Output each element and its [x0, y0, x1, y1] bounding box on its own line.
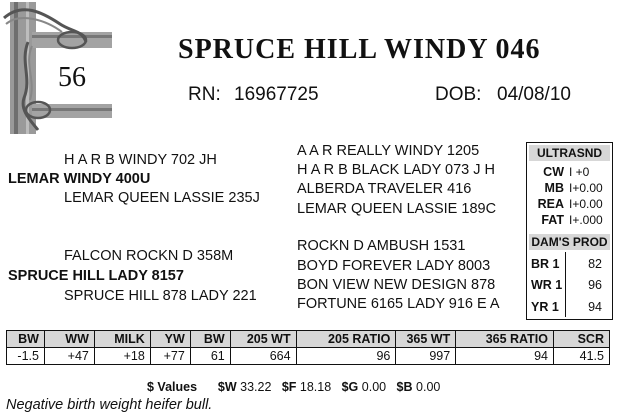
- ultrasound-label: CW: [543, 165, 564, 179]
- epd-value-365-wt: 997: [396, 348, 456, 365]
- rn-label: RN:: [188, 84, 221, 105]
- epd-table: [6, 330, 610, 365]
- ultrasound-label: REA: [537, 197, 564, 211]
- sire: LEMAR WINDY 400U: [8, 171, 151, 187]
- ultrasound-label: FAT: [541, 213, 564, 227]
- epd-header-actual-bw: BW: [190, 331, 230, 348]
- epd-value-bw: -1.5: [7, 348, 45, 365]
- lot-number: 56: [58, 62, 86, 93]
- epd-value-205-wt: 664: [230, 348, 296, 365]
- dollar-values-line: [147, 380, 440, 394]
- dams-prod-label: BR 1: [531, 257, 560, 271]
- epd-header-row: [7, 331, 610, 348]
- dams-prod-label: YR 1: [531, 300, 559, 314]
- ultrasound-row: [527, 165, 612, 181]
- dam-sire: FALCON ROCKN D 358M: [64, 248, 234, 264]
- sire-sire: H A R B WINDY 702 JH: [64, 152, 217, 168]
- dam-dam-dam: FORTUNE 6165 LADY 916 E A: [297, 296, 500, 312]
- dam-dam: SPRUCE HILL 878 LADY 221: [64, 288, 257, 304]
- ultrasound-value: I+0.00: [569, 181, 603, 195]
- epd-header-ww: WW: [44, 331, 94, 348]
- sire-sire-dam: H A R B BLACK LADY 073 J H: [297, 162, 495, 178]
- b-value: 0.00: [416, 380, 441, 394]
- sire-dam: LEMAR QUEEN LASSIE 235J: [64, 190, 260, 206]
- fence-post-rope-icon: [2, 2, 112, 134]
- f-value: 18.18: [299, 380, 332, 394]
- epd-value-205-ratio: 96: [296, 348, 396, 365]
- dams-prod-value: 94: [588, 300, 602, 314]
- dams-prod-value: 96: [588, 278, 602, 292]
- dam-sire-dam: BOYD FOREVER LADY 8003: [297, 258, 491, 274]
- epd-header-milk: MILK: [94, 331, 150, 348]
- w-label: $W: [217, 380, 237, 394]
- animal-name-title: SPRUCE HILL WINDY 046: [178, 34, 541, 65]
- epd-value-scr: 41.5: [554, 348, 610, 365]
- ultrasound-dams-prod-box: [526, 142, 613, 320]
- b-label: $B: [396, 380, 413, 394]
- dam-dam-sire: BON VIEW NEW DESIGN 878: [297, 277, 496, 293]
- ultrasound-value: I +0: [569, 165, 590, 179]
- epd-value-milk: +18: [94, 348, 150, 365]
- sire-dam-dam: LEMAR QUEEN LASSIE 189C: [297, 201, 497, 217]
- sire-sire-sire: A A R REALLY WINDY 1205: [297, 143, 480, 159]
- ultrasound-row: [527, 197, 612, 213]
- epd-value-actual-bw: 61: [190, 348, 230, 365]
- epd-header-bw: BW: [7, 331, 45, 348]
- dams-prod-header: DAM'S PROD: [529, 234, 610, 250]
- ultrasound-label: MB: [544, 181, 564, 195]
- dob-label: DOB:: [435, 84, 482, 105]
- epd-header-205-wt: 205 WT: [230, 331, 296, 348]
- ultrasound-row: [527, 181, 612, 197]
- dollar-values-label: $ Values: [147, 380, 198, 394]
- ultrasound-value: I+.000: [569, 213, 603, 227]
- date-of-birth: 04/08/10: [497, 84, 571, 105]
- ultrasound-header: ULTRASND: [529, 145, 610, 161]
- epd-header-205-ratio: 205 RATIO: [296, 331, 396, 348]
- epd-header-scr: SCR: [554, 331, 610, 348]
- f-label: $F: [281, 380, 297, 394]
- epd-value-row: [7, 348, 610, 365]
- sire-dam-sire: ALBERDA TRAVELER 416: [297, 181, 472, 197]
- ultrasound-value: I+0.00: [569, 197, 603, 211]
- epd-header-365-ratio: 365 RATIO: [456, 331, 554, 348]
- epd-value-365-ratio: 94: [456, 348, 554, 365]
- dam-sire-sire: ROCKN D AMBUSH 1531: [297, 238, 466, 254]
- dam: SPRUCE HILL LADY 8157: [8, 268, 184, 284]
- dams-prod-row: [527, 278, 612, 294]
- registration-number: 16967725: [234, 84, 319, 105]
- epd-header-yw: YW: [150, 331, 190, 348]
- dams-prod-value: 82: [588, 257, 602, 271]
- w-value: 33.22: [240, 380, 272, 394]
- ultrasound-row: [527, 213, 612, 229]
- epd-value-yw: +77: [150, 348, 190, 365]
- g-value: 0.00: [361, 380, 387, 394]
- dams-prod-label: WR 1: [531, 278, 563, 292]
- epd-header-365-wt: 365 WT: [396, 331, 456, 348]
- dams-prod-row: [527, 257, 612, 273]
- dams-prod-row: [527, 300, 612, 316]
- lot-comment: Negative birth weight heifer bull.: [6, 397, 213, 413]
- epd-value-ww: +47: [44, 348, 94, 365]
- g-label: $G: [341, 380, 359, 394]
